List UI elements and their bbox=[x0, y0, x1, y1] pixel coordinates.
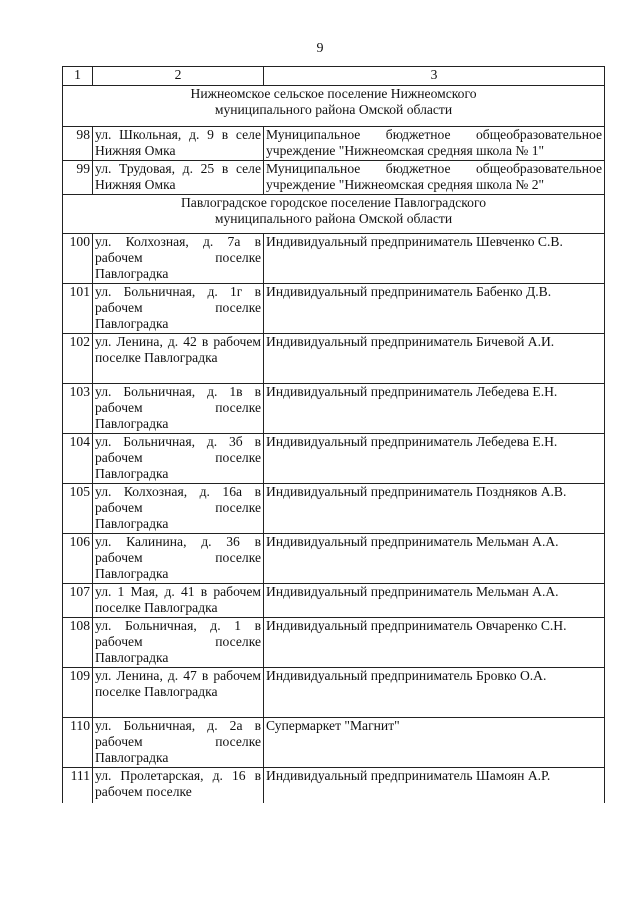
table-row bbox=[63, 384, 605, 434]
table-row bbox=[63, 127, 605, 161]
table-row bbox=[63, 161, 605, 195]
column-header-2: 2 bbox=[93, 67, 264, 86]
table-row bbox=[63, 584, 605, 618]
row-address: ул. Колхозная, д. 16а в рабочем поселке Павлоградка bbox=[93, 484, 264, 534]
table-row bbox=[63, 718, 605, 768]
table-row bbox=[63, 618, 605, 668]
row-number: 105 bbox=[63, 484, 93, 534]
row-owner: Супермаркет "Магнит" bbox=[264, 718, 605, 768]
row-number: 111 bbox=[63, 768, 93, 804]
row-owner: Индивидуальный предприниматель Лебедева Е.Н. bbox=[264, 384, 605, 434]
row-address: ул. Калинина, д. 36 в рабочем поселке Павлоградка bbox=[93, 534, 264, 584]
row-address: ул. Колхозная, д. 7а в рабочем поселке Павлоградка bbox=[93, 234, 264, 284]
row-owner: Индивидуальный предприниматель Овчаренко С.Н. bbox=[264, 618, 605, 668]
row-number: 104 bbox=[63, 434, 93, 484]
row-number: 101 bbox=[63, 284, 93, 334]
section-title bbox=[63, 86, 605, 127]
row-owner: Индивидуальный предприниматель Лебедева Е.Н. bbox=[264, 434, 605, 484]
row-address: ул. Больничная, д. 1г в рабочем поселке Павлоградка bbox=[93, 284, 264, 334]
table-row bbox=[63, 434, 605, 484]
section-title-line: Нижнеомское сельское поселение Нижнеомского bbox=[190, 86, 477, 101]
table-row bbox=[63, 668, 605, 718]
row-number: 98 bbox=[63, 127, 93, 161]
row-owner: Муниципальное бюджетное общеобразовательное учреждение "Нижнеомская средняя школа № 1" bbox=[264, 127, 605, 161]
table-row bbox=[63, 534, 605, 584]
row-owner: Индивидуальный предприниматель Бровко О.А. bbox=[264, 668, 605, 718]
table-body bbox=[63, 86, 605, 804]
row-owner: Индивидуальный предприниматель Бичевой А.И. bbox=[264, 334, 605, 384]
column-header-3: 3 bbox=[264, 67, 605, 86]
row-number: 108 bbox=[63, 618, 93, 668]
row-address: ул. Пролетарская, д. 16 в рабочем поселке bbox=[93, 768, 264, 804]
row-number: 99 bbox=[63, 161, 93, 195]
row-address: ул. Больничная, д. 3б в рабочем поселке Павлоградка bbox=[93, 434, 264, 484]
section-title-line: муниципального района Омской области bbox=[214, 102, 453, 117]
section-title bbox=[63, 195, 605, 234]
facilities-table bbox=[62, 66, 605, 803]
table-row bbox=[63, 768, 605, 804]
row-address: ул. Больничная, д. 2а в рабочем поселке Павлоградка bbox=[93, 718, 264, 768]
table-row bbox=[63, 334, 605, 384]
row-number: 100 bbox=[63, 234, 93, 284]
row-address: ул. Больничная, д. 1 в рабочем поселке Павлоградка bbox=[93, 618, 264, 668]
row-number: 103 bbox=[63, 384, 93, 434]
row-number: 106 bbox=[63, 534, 93, 584]
row-address: ул. Больничная, д. 1в в рабочем поселке Павлоградка bbox=[93, 384, 264, 434]
row-address: ул. Трудовая, д. 25 в селе Нижняя Омка bbox=[93, 161, 264, 195]
row-number: 110 bbox=[63, 718, 93, 768]
row-owner: Муниципальное бюджетное общеобразовательное учреждение "Нижнеомская средняя школа № 2" bbox=[264, 161, 605, 195]
row-address: ул. 1 Мая, д. 41 в рабочем поселке Павлоградка bbox=[93, 584, 264, 618]
section-title-line: муниципального района Омской области bbox=[214, 211, 453, 226]
table-row bbox=[63, 284, 605, 334]
table-row bbox=[63, 234, 605, 284]
row-number: 107 bbox=[63, 584, 93, 618]
row-owner: Индивидуальный предприниматель Мельман А.А. bbox=[264, 534, 605, 584]
section-title-line: Павлоградское городское поселение Павлоградского bbox=[180, 195, 487, 210]
row-owner: Индивидуальный предприниматель Шамоян А.Р. bbox=[264, 768, 605, 804]
row-owner: Индивидуальный предприниматель Мельман А.А. bbox=[264, 584, 605, 618]
row-address: ул. Школьная, д. 9 в селе Нижняя Омка bbox=[93, 127, 264, 161]
row-owner: Индивидуальный предприниматель Поздняков А.В. bbox=[264, 484, 605, 534]
row-number: 102 bbox=[63, 334, 93, 384]
row-owner: Индивидуальный предприниматель Шевченко С.В. bbox=[264, 234, 605, 284]
row-number: 109 bbox=[63, 668, 93, 718]
row-address: ул. Ленина, д. 47 в рабочем поселке Павлоградка bbox=[93, 668, 264, 718]
row-address: ул. Ленина, д. 42 в рабочем поселке Павлоградка bbox=[93, 334, 264, 384]
table-header-row bbox=[63, 67, 605, 86]
section-header-row bbox=[63, 195, 605, 234]
page-number: 9 bbox=[316, 41, 324, 56]
column-header-1: 1 bbox=[63, 67, 93, 86]
section-header-row bbox=[63, 86, 605, 127]
table-row bbox=[63, 484, 605, 534]
row-owner: Индивидуальный предприниматель Бабенко Д.В. bbox=[264, 284, 605, 334]
